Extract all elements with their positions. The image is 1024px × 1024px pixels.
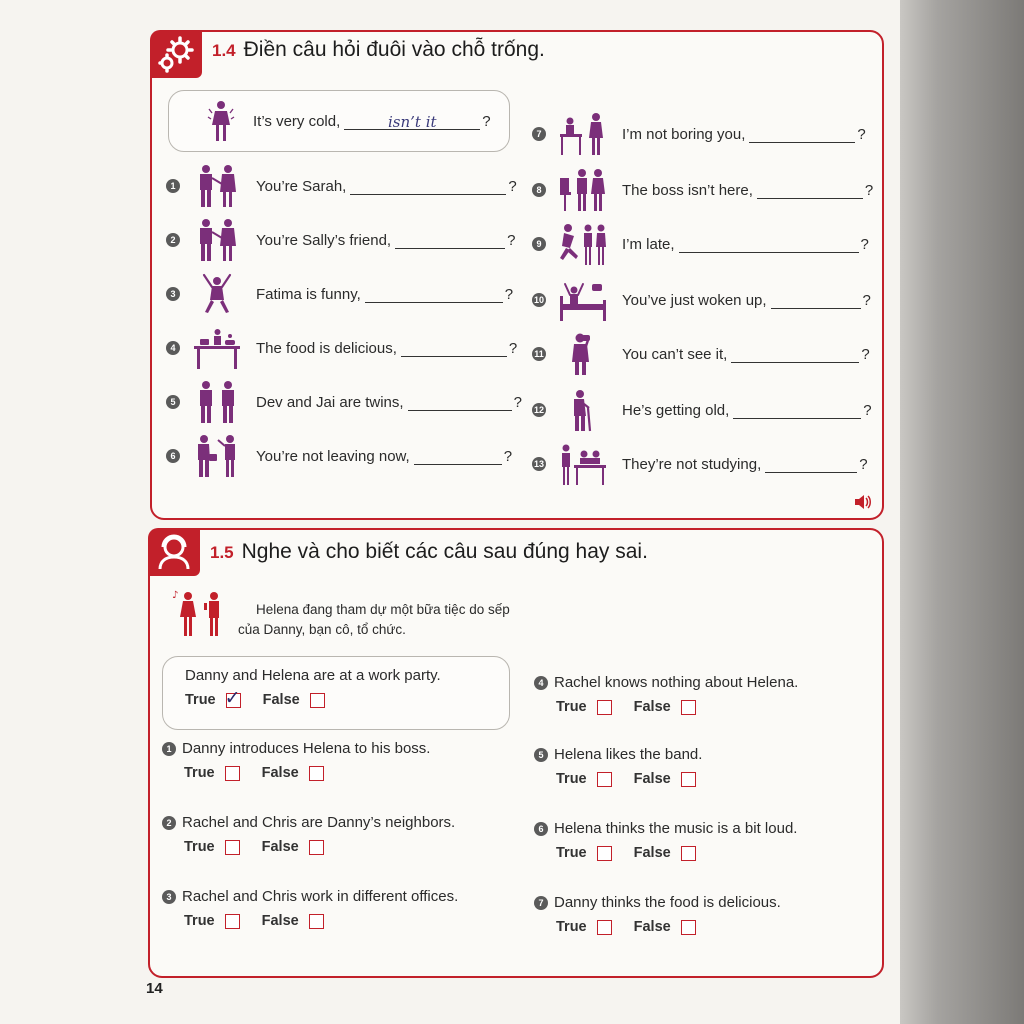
true-checkbox[interactable] <box>597 846 612 861</box>
item-sentence: Danny and Helena are at a work party. <box>185 667 441 684</box>
question-mark: ? <box>859 455 868 473</box>
true-checkbox[interactable] <box>224 687 241 709</box>
false-checkbox[interactable] <box>309 766 324 781</box>
item-sentence: You’re not leaving now, <box>256 447 410 465</box>
answer-blank[interactable] <box>765 456 857 473</box>
exercise-1-5-panel <box>148 528 884 978</box>
item-row <box>166 164 517 208</box>
item-sentence: Dev and Jai are twins, <box>256 393 404 411</box>
item-sentence: You’ve just woken up, <box>622 291 767 309</box>
false-checkbox[interactable] <box>309 914 324 929</box>
question-mark: ? <box>513 393 522 411</box>
example-box <box>162 656 510 730</box>
false-label: False <box>262 692 300 708</box>
old-man-cane-icon <box>558 388 608 432</box>
tf-item <box>534 894 781 935</box>
false-checkbox[interactable] <box>681 846 696 861</box>
true-label: True <box>556 699 587 715</box>
true-checkbox[interactable] <box>225 914 240 929</box>
false-label: False <box>633 919 671 935</box>
true-label: True <box>184 765 215 781</box>
answer-blank[interactable] <box>408 394 512 411</box>
two-people-icon <box>192 164 242 208</box>
item-number: 12 <box>533 405 544 415</box>
item-number: 8 <box>532 183 546 197</box>
false-checkbox[interactable] <box>681 700 696 715</box>
exercise-1-4-panel <box>150 30 884 520</box>
gears-icon <box>150 30 202 78</box>
item-sentence: You can’t see it, <box>622 345 728 363</box>
desk-conversation-icon <box>558 112 608 156</box>
question-mark: ? <box>860 235 869 253</box>
party-couple-icon <box>170 588 230 638</box>
person-leaving-icon <box>192 434 242 478</box>
question-mark: ? <box>861 345 870 363</box>
example-answer: isn’t it <box>387 112 437 131</box>
item-row <box>166 326 517 370</box>
intro-line: Helena đang tham dự một bữa tiệc do sếp <box>256 602 510 617</box>
running-late-icon <box>558 222 608 266</box>
students-desk-icon <box>558 442 608 486</box>
true-checkbox[interactable] <box>597 772 612 787</box>
true-checkbox[interactable] <box>225 766 240 781</box>
true-label: True <box>184 913 215 929</box>
exercise-instruction: Nghe và cho biết các câu sau đúng hay sai. <box>241 540 648 563</box>
example-sentence: It’s very cold, <box>253 112 341 130</box>
true-false-options <box>185 687 441 709</box>
example-answer-blank <box>344 113 480 130</box>
true-false-options <box>184 839 455 855</box>
item-sentence: Fatima is funny, <box>256 285 361 303</box>
item-sentence: Danny introduces Helena to his boss. <box>182 740 431 757</box>
item-sentence: You’re Sally’s friend, <box>256 231 392 249</box>
question-mark: ? <box>503 447 513 465</box>
question-mark: ? <box>862 291 871 309</box>
false-checkbox[interactable] <box>310 693 325 708</box>
item-sentence: I’m not boring you, <box>622 125 746 143</box>
true-label: True <box>556 919 587 935</box>
false-label: False <box>633 845 671 861</box>
intro-line: của Danny, bạn cô, tổ chức. <box>238 622 406 637</box>
question-mark: ? <box>482 112 491 130</box>
false-label: False <box>261 839 299 855</box>
question-mark: ? <box>507 231 516 249</box>
item-number: 5 <box>166 395 180 409</box>
item-sentence: He’s getting old, <box>622 401 730 419</box>
empty-chair-people-icon <box>558 168 608 212</box>
item-sentence: Rachel and Chris are Danny’s neighbors. <box>182 814 456 831</box>
item-row <box>166 218 515 262</box>
item-number: 10 <box>533 295 544 305</box>
true-checkbox[interactable] <box>225 840 240 855</box>
answer-blank[interactable] <box>749 126 855 143</box>
answer-blank[interactable] <box>395 232 505 249</box>
true-checkbox[interactable] <box>597 920 612 935</box>
item-row <box>532 168 873 212</box>
true-false-options <box>556 771 718 787</box>
page-number: 14 <box>146 980 163 997</box>
false-label: False <box>261 913 299 929</box>
answer-blank[interactable] <box>731 346 859 363</box>
item-number: 3 <box>166 287 180 301</box>
item-sentence: Danny thinks the food is delicious. <box>554 894 781 911</box>
exercise-title <box>212 38 545 62</box>
item-number: 6 <box>534 822 548 836</box>
question-mark: ? <box>508 339 518 357</box>
false-label: False <box>633 699 671 715</box>
two-people-icon <box>192 218 242 262</box>
exercise-instruction: Điền câu hỏi đuôi vào chỗ trống. <box>243 38 545 61</box>
false-checkbox[interactable] <box>681 772 696 787</box>
item-number: 4 <box>166 341 180 355</box>
item-sentence: Helena likes the band. <box>554 746 703 763</box>
answer-blank[interactable] <box>350 178 506 195</box>
item-number: 11 <box>532 347 546 361</box>
true-label: True <box>556 771 587 787</box>
item-number: 2 <box>166 233 180 247</box>
tf-item <box>162 740 430 781</box>
true-false-options <box>184 913 458 929</box>
true-false-options <box>556 699 798 715</box>
item-row <box>532 332 870 376</box>
item-sentence: Rachel and Chris work in different offices. <box>182 888 459 905</box>
shivering-person-icon <box>203 99 239 143</box>
binoculars-person-icon <box>558 332 608 376</box>
item-number: 1 <box>162 742 176 756</box>
question-mark: ? <box>863 401 872 419</box>
true-checkbox[interactable] <box>597 700 612 715</box>
item-row <box>532 222 869 266</box>
example-item <box>185 667 441 708</box>
exercise-number: 1.4 <box>212 41 236 60</box>
question-mark: ? <box>504 285 514 303</box>
item-number: 3 <box>162 890 176 904</box>
item-sentence: Helena thinks the music is a bit loud. <box>554 820 798 837</box>
svg-text:♪: ♪ <box>172 590 179 601</box>
example-box <box>168 90 510 152</box>
item-number: 9 <box>532 237 546 251</box>
item-number: 2 <box>162 816 176 830</box>
item-row <box>532 442 868 486</box>
food-table-icon <box>192 326 242 370</box>
question-mark: ? <box>864 181 874 199</box>
true-false-options <box>556 845 797 861</box>
item-number: 1 <box>166 179 180 193</box>
answer-blank[interactable] <box>757 182 863 199</box>
item-row <box>532 112 866 156</box>
item-number: 13 <box>533 459 544 469</box>
false-label: False <box>633 771 671 787</box>
example-row <box>203 99 491 143</box>
item-row <box>532 278 871 322</box>
true-false-options <box>184 765 430 781</box>
question-mark: ? <box>857 125 866 143</box>
true-label: True <box>556 845 587 861</box>
item-sentence: I’m late, <box>622 235 675 253</box>
twins-icon <box>192 380 242 424</box>
laughing-person-icon <box>192 272 242 316</box>
item-sentence: The boss isn’t here, <box>622 181 753 199</box>
answer-blank[interactable] <box>401 340 507 357</box>
item-sentence: Rachel knows nothing about Helena. <box>554 674 799 691</box>
tf-item <box>534 820 797 861</box>
page-edge-shadow <box>900 0 1024 1024</box>
true-label: True <box>184 839 215 855</box>
false-label: False <box>261 765 299 781</box>
exercise-intro <box>238 600 510 640</box>
item-sentence: The food is delicious, <box>256 339 397 357</box>
speaker-icon[interactable] <box>854 494 872 510</box>
listening-head-icon <box>148 528 200 576</box>
item-number: 5 <box>534 748 548 762</box>
exercise-title <box>210 540 648 564</box>
question-mark: ? <box>508 177 517 195</box>
exercise-number: 1.5 <box>210 543 234 562</box>
answer-blank[interactable] <box>679 236 859 253</box>
item-row <box>166 434 512 478</box>
false-checkbox[interactable] <box>309 840 324 855</box>
item-sentence: You’re Sarah, <box>256 177 347 195</box>
tf-item <box>534 674 798 715</box>
item-row <box>166 380 522 424</box>
item-number: 6 <box>166 449 180 463</box>
true-false-options <box>556 919 781 935</box>
item-row <box>166 272 513 316</box>
item-sentence: They’re not studying, <box>622 455 762 473</box>
false-checkbox[interactable] <box>681 920 696 935</box>
tf-item <box>534 746 718 787</box>
true-label: True <box>185 692 216 708</box>
waking-up-bed-icon <box>558 278 608 322</box>
answer-blank[interactable] <box>414 448 502 465</box>
item-number: 4 <box>534 676 548 690</box>
item-number: 7 <box>532 127 546 141</box>
answer-blank[interactable] <box>733 402 861 419</box>
answer-blank[interactable] <box>771 292 861 309</box>
tf-item <box>162 814 455 855</box>
answer-blank[interactable] <box>365 286 503 303</box>
item-number: 7 <box>534 896 548 910</box>
tf-item <box>162 888 458 929</box>
checkmark-icon: ✓ <box>224 687 241 709</box>
item-row <box>532 388 872 432</box>
